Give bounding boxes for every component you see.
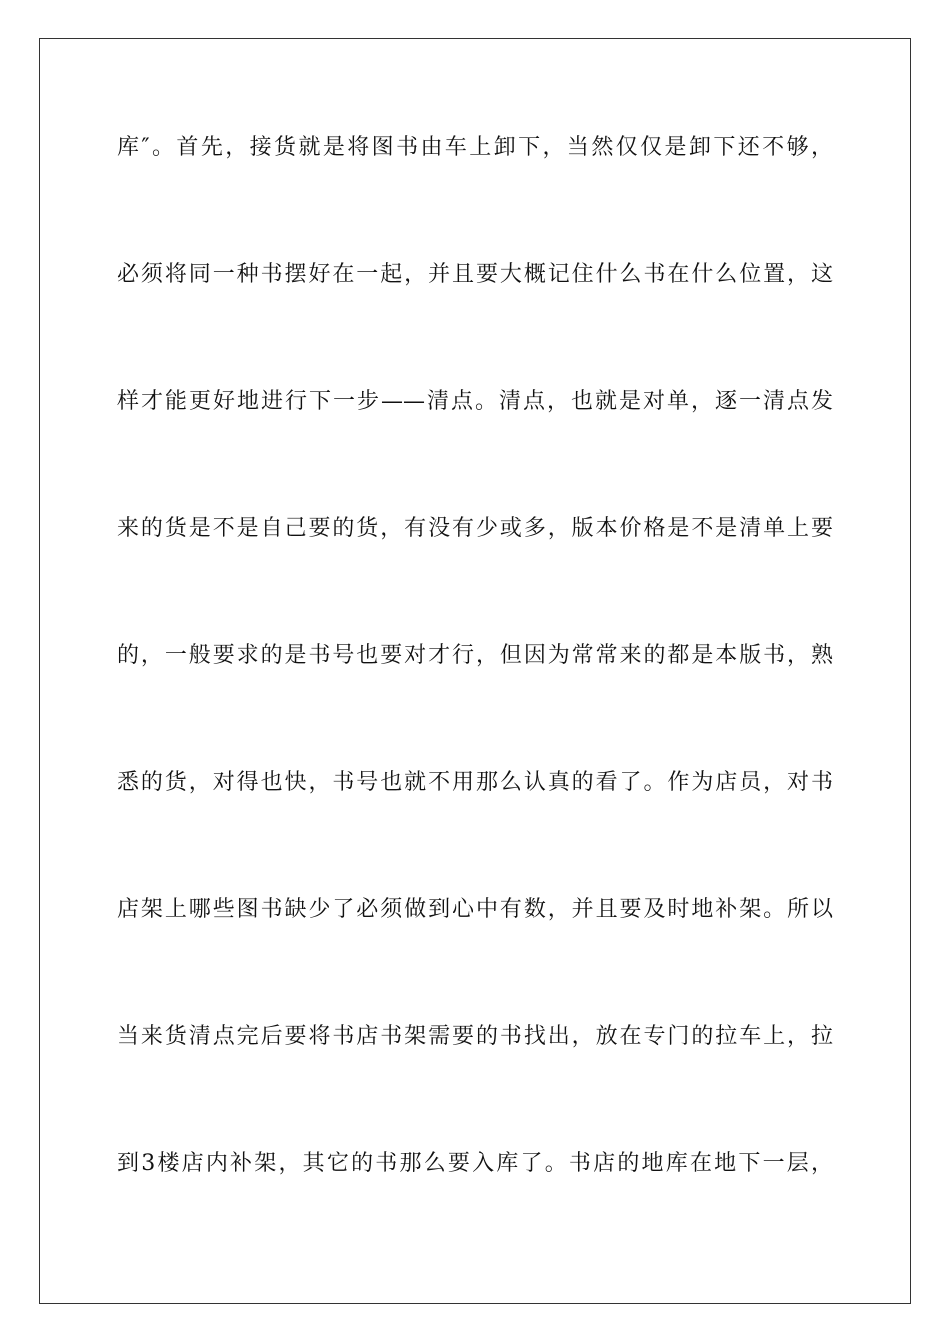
text-line: 必须将同一种书摆好在一起，并且要大概记住什么书在什么位置，这 (117, 262, 833, 287)
text-line: 店架上哪些图书缺少了必须做到心中有数，并且要及时地补架。所以 (117, 897, 833, 922)
text-line: 库″。首先，接货就是将图书由车上卸下，当然仅仅是卸下还不够， (117, 135, 833, 160)
text-line: 样才能更好地进行下一步——清点。清点，也就是对单，逐一清点发 (117, 389, 833, 414)
text-line: 到3楼店内补架，其它的书那么要入库了。书店的地库在地下一层， (117, 1151, 833, 1176)
text-line: 悉的货，对得也快，书号也就不用那么认真的看了。作为店员，对书 (117, 770, 833, 795)
text-line: 来的货是不是自己要的货，有没有少或多，版本价格是不是清单上要 (117, 516, 833, 541)
text-line: 当来货清点完后要将书店书架需要的书找出，放在专门的拉车上，拉 (117, 1024, 833, 1049)
text-body (117, 127, 833, 1184)
text-line: 的，一般要求的是书号也要对才行，但因为常常来的都是本版书，熟 (117, 643, 833, 668)
